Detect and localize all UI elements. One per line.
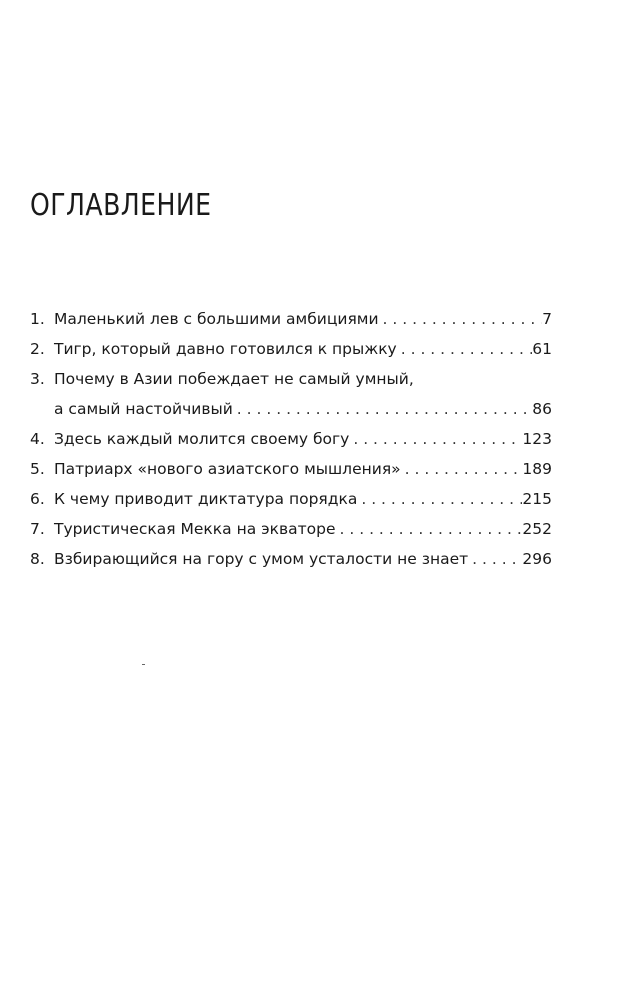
toc-entry-number: 2.	[30, 340, 45, 358]
print-speck	[142, 664, 145, 665]
toc-entry	[30, 514, 552, 544]
dot-leader	[233, 394, 532, 424]
toc-entry	[30, 304, 552, 334]
toc-entry-page: 252	[522, 520, 552, 538]
toc-entry-number: 7.	[30, 520, 45, 538]
toc-entry-number: 4.	[30, 430, 45, 448]
toc-entry-title: Патриарх «нового азиатского мышления»	[54, 460, 401, 478]
toc-entry	[30, 364, 552, 394]
toc-entry-title-continuation: а самый настойчивый	[54, 400, 233, 418]
toc-entry-number: 1.	[30, 310, 45, 328]
toc-entry	[30, 484, 552, 514]
toc-entry-page: 61	[532, 340, 552, 358]
toc-entry-page: 86	[532, 400, 552, 418]
dot-leader	[349, 424, 522, 454]
toc-entry-page: 123	[522, 430, 552, 448]
toc-entry-number: 8.	[30, 550, 45, 568]
toc-entry-page: 215	[522, 490, 552, 508]
toc-entry-number: 6.	[30, 490, 45, 508]
dot-leader	[336, 514, 523, 544]
toc-entry-title: Взбирающийся на гору с умом усталости не знает	[54, 550, 469, 568]
toc-entry-page: 7	[542, 310, 552, 328]
toc-entry	[30, 424, 552, 454]
toc-list	[30, 304, 552, 574]
toc-entry-number: 5.	[30, 460, 45, 478]
toc-entry	[30, 334, 552, 364]
toc-entry-title: К чему приводит диктатура порядка	[54, 490, 358, 508]
toc-entry-page: 189	[522, 460, 552, 478]
toc-entry	[30, 454, 552, 484]
toc-entry-title: Туристическая Мекка на экваторе	[54, 520, 336, 538]
dot-leader	[379, 304, 543, 334]
toc-entry-title: Маленький лев с большими амбициями	[54, 310, 379, 328]
toc-entry-continuation	[30, 394, 552, 424]
toc-entry	[30, 544, 552, 574]
toc-entry-title: Тигр, который давно готовился к прыжку	[54, 340, 397, 358]
toc-entry-page: 296	[522, 550, 552, 568]
dot-leader	[397, 334, 533, 364]
dot-leader	[468, 544, 522, 574]
toc-entry-title: Здесь каждый молится своему богу	[54, 430, 350, 448]
toc-heading: ОГЛАВЛЕНИЕ	[30, 188, 212, 223]
dot-leader	[357, 484, 522, 514]
toc-entry-number: 3.	[30, 370, 45, 388]
toc-entry-title: Почему в Азии побеждает не самый умный,	[54, 370, 414, 388]
dot-leader	[401, 454, 523, 484]
